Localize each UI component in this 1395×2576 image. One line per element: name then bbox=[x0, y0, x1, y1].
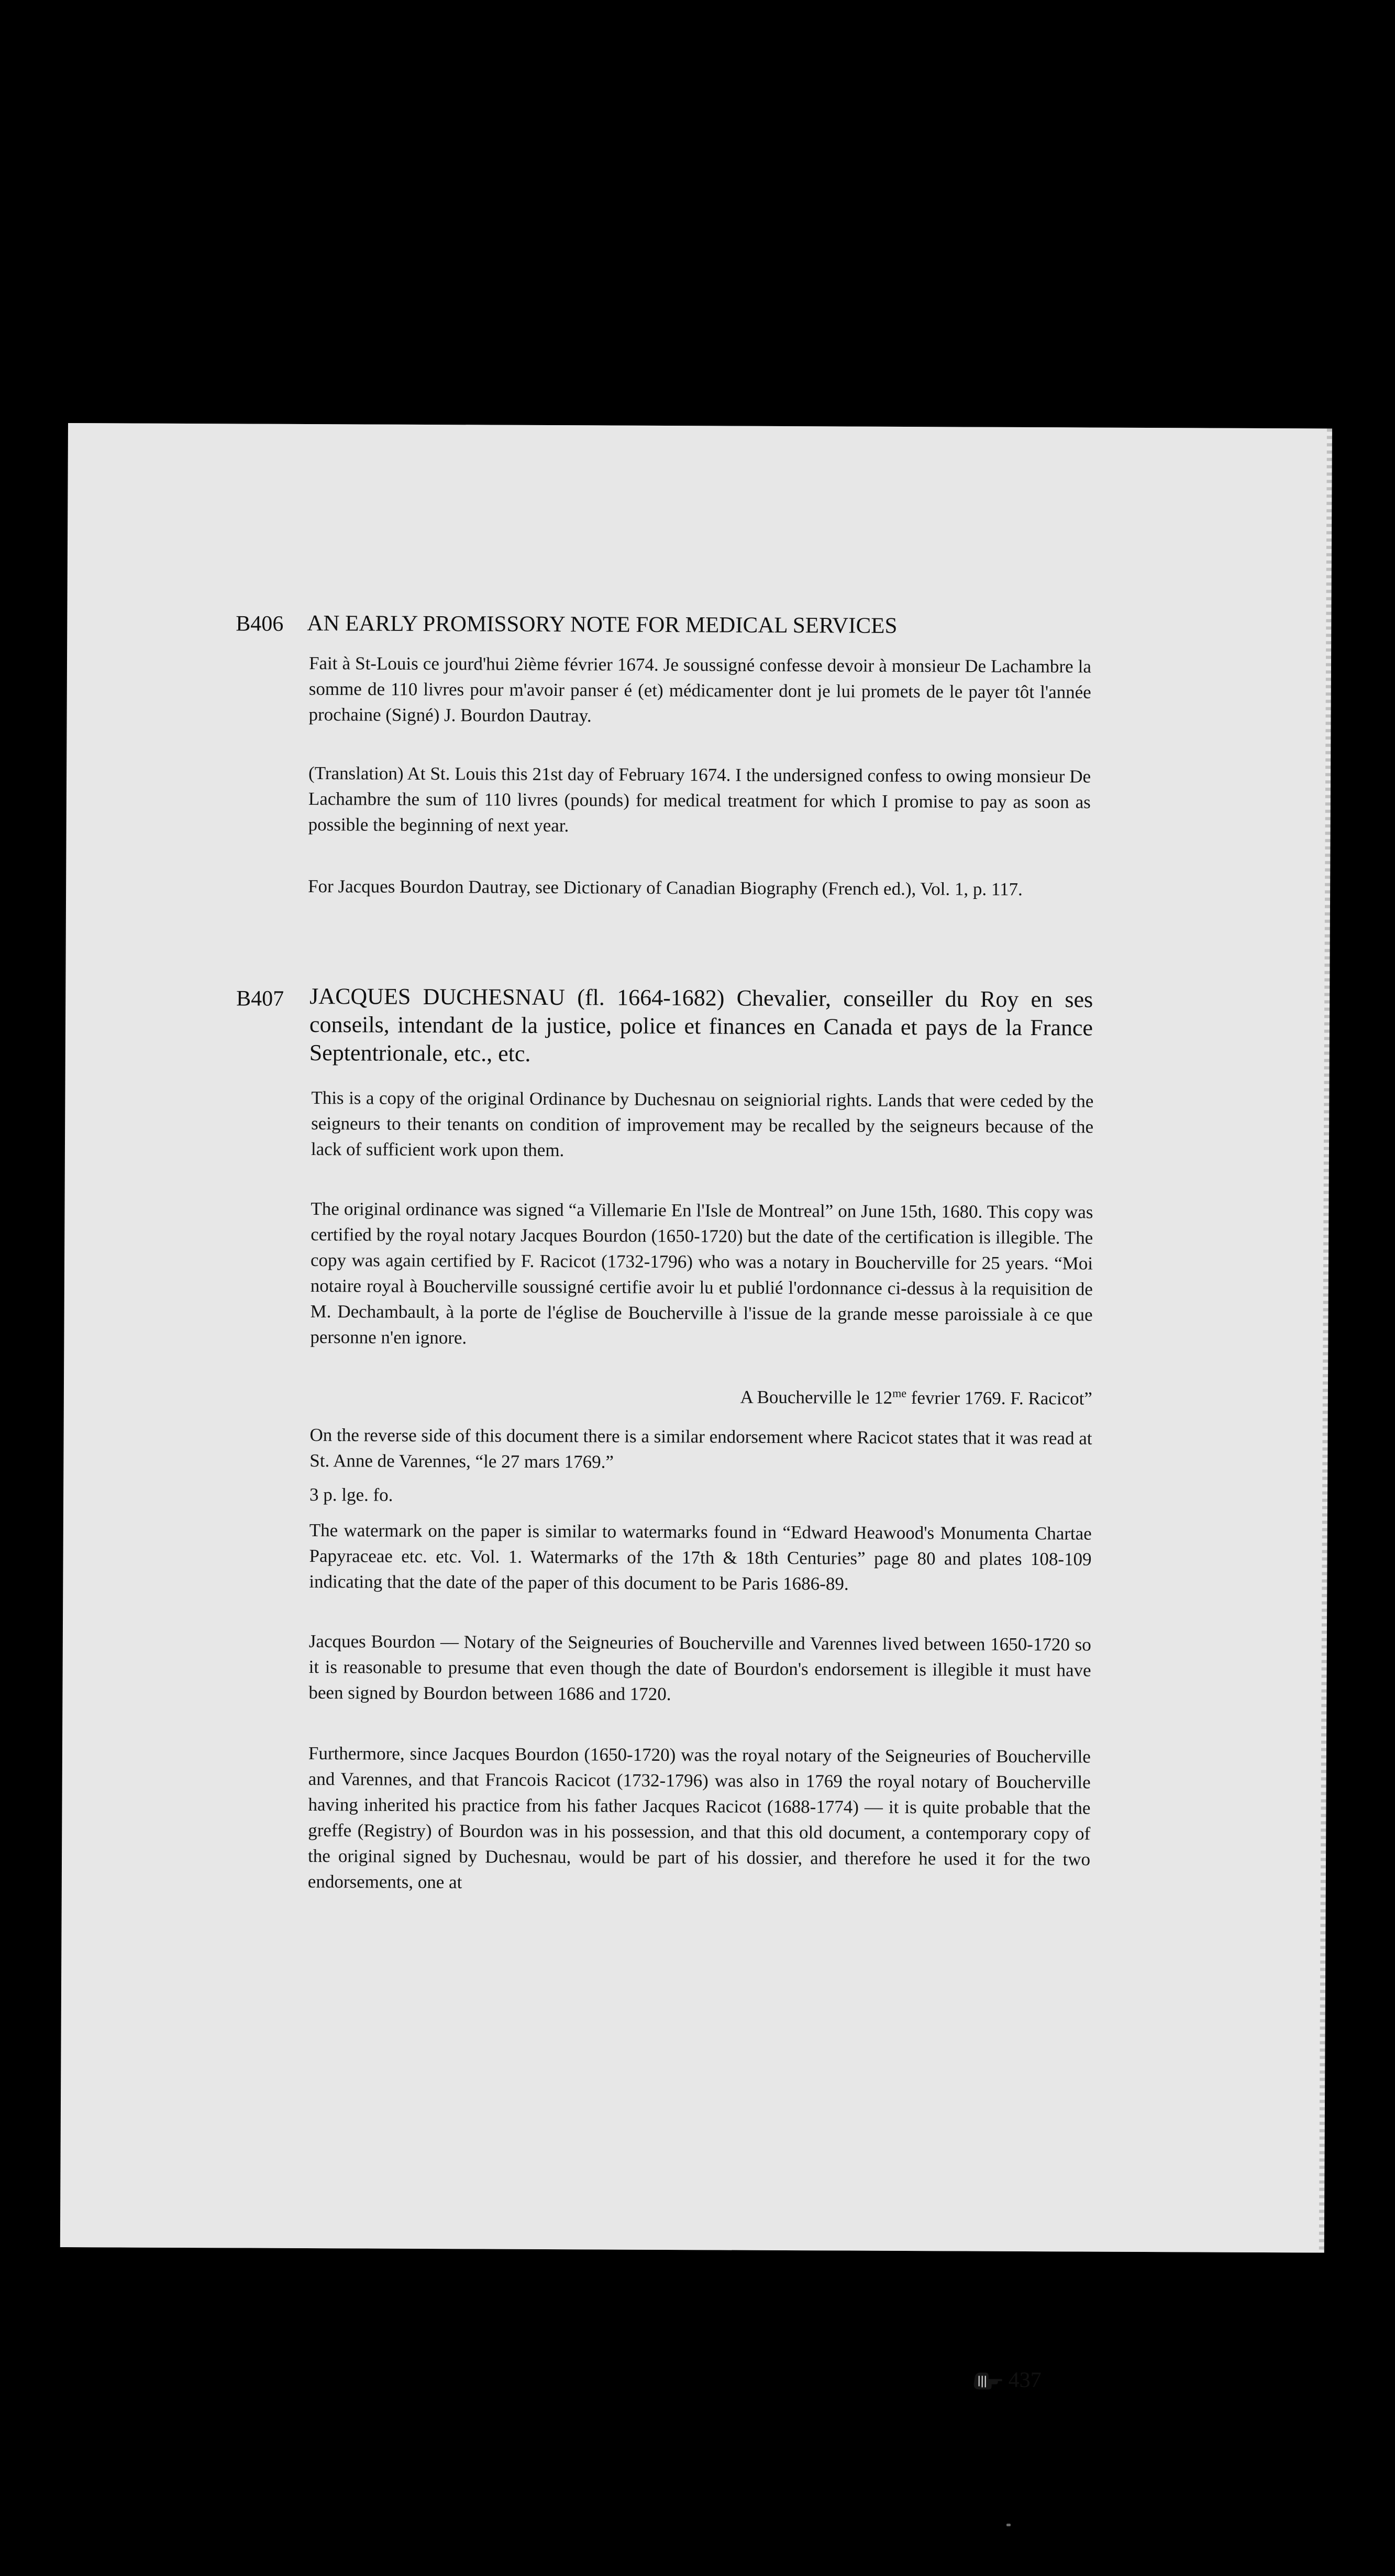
entry-b407-format: 3 p. lge. fo. bbox=[309, 1484, 393, 1505]
entry-title-b406: AN EARLY PROMISSORY NOTE FOR MEDICAL SERVICES bbox=[307, 610, 898, 638]
entry-b407-paragraph-4: The watermark on the paper is similar to watermarks found in “Edward Heawood's Monumenta Chartae Papyraceae etc. etc. Vol. 1. Watermarks of the 17th & 18th Centuries” page 80 and plates 108-109 indicating that the date of the paper of this document to be Paris 1686-89. bbox=[309, 1520, 1092, 1594]
scan-artifact bbox=[1006, 2524, 1011, 2526]
entry-number-b407: B407 bbox=[236, 986, 284, 1011]
entry-number-b406: B406 bbox=[236, 612, 284, 636]
document-page bbox=[60, 423, 1328, 2393]
entry-b407-paragraph-1: This is a copy of the original Ordinance by Duchesnau on seigniorial rights. Lands that were ceded by the seigneurs to their tenants on condition of improvement may be recalled by the seigneurs because of the lack of sufficient work upon them. bbox=[311, 1087, 1094, 1161]
page-number: 437 bbox=[1008, 2368, 1042, 2393]
entry-b407-paragraph-5: Jacques Bourdon — Notary of the Seigneuries of Boucherville and Varennes lived between 1650-1720 so it is reasonable to presume that even though the date of Bourdon's endorsement is illegible it must have been signed by Bourdon between 1686 and 1720. bbox=[308, 1631, 1091, 1705]
entry-b407-paragraph-6: Furthermore, since Jacques Bourdon (1650-1720) was the royal notary of the Seigneuries of Boucherville and Varennes, and that Francois Racicot (1732-1796) was also in 1769 the royal notary of Boucherville having inherited his practice from his father Jacques Racicot (1688-1774) — it is quite probable that the greffe (Registry) of Bourdon was in his possession, and that this old document, a contemporary copy of the original signed by Duchesnau, would be part of his dossier, and therefore he used it for the two endorsements, one at bbox=[307, 1743, 1091, 1893]
entry-title-b407: JACQUES DUCHESNAU (fl. 1664-1682) Chevalier, conseiller du Roy en ses conseils, intendant de la justice, police et finances en Canada et pays de la France Septentrionale, etc., etc. bbox=[309, 983, 1093, 1067]
entry-b406-paragraph-3: For Jacques Bourdon Dautray, see Dictionary of Canadian Biography (French ed.), Vol. 1, p. 117. bbox=[308, 876, 1023, 900]
entry-b407-paragraph-3: On the reverse side of this document there is a similar endorsement where Racicot states that it was read at St. Anne de Varennes, “le 27 mars 1769.” bbox=[309, 1425, 1092, 1472]
entry-b406-paragraph-2: (Translation) At St. Louis this 21st day of February 1674. I the undersigned confess to owing monsieur De Lachambre the sum of 110 livres (pounds) for medical treatment for which I promise to pay as soon as possible the beginning of next year. bbox=[308, 763, 1091, 836]
certification-signature-line bbox=[310, 1382, 1092, 1412]
signature-superscript: me bbox=[892, 1386, 907, 1400]
entry-b406-paragraph-1: Fait à St-Louis ce jourd'hui 2ième février 1674. Je soussigné confesse devoir à monsieur De Lachambre la somme de 110 livres pour m'avoir panser é (et) médicamenter dont je lui promets de le payer tôt l'année prochaine (Signé) J. Bourdon Dautray. bbox=[308, 653, 1092, 726]
pointing-hand-icon bbox=[973, 2369, 1003, 2392]
entry-b407-paragraph-2: The original ordinance was signed “a Villemarie En l'Isle de Montreal” on June 15th, 1680. This copy was certified by the royal notary Jacques Bourdon (1650-1720) but the date of the certification is illegible. The copy was again certified by F. Racicot (1732-1796) who was a notary in Boucherville for 25 years. “Moi notaire royal à Boucherville soussigné certifie avoir lu et publié l'ordonnance ci-dessus à la requisition de M. Dechambault, à la porte de l'église de Boucherville à l'issue de la grande messe paroissiale à ce que personne n'en ignore. bbox=[310, 1198, 1093, 1348]
signature-prefix: A Boucherville le 12 bbox=[740, 1386, 893, 1408]
signature-suffix: fevrier 1769. F. Racicot” bbox=[906, 1387, 1092, 1409]
